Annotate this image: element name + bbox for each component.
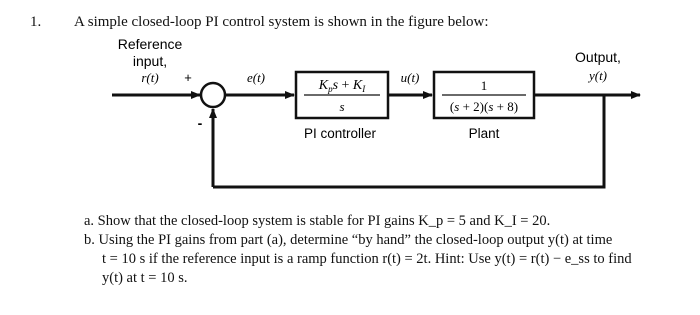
output-label-line1: Output, [575,49,621,65]
reference-signal-label: r(t) [141,70,159,85]
summing-junction [201,83,225,107]
feedback-path [213,95,604,187]
reference-label-line2: input, [132,53,168,69]
part-b-line1: b. Using the PI gains from part (a), determine “by hand” the closed-loop output y(t) at time [84,232,613,248]
output-signal-label: y(t) [588,68,608,83]
controller-numerator: $K_ps + K_I$ [318,78,366,94]
reference-label-line1: Reference [117,36,183,52]
controller-denominator: s [339,99,345,114]
question-parts [84,212,684,288]
error-signal-label: e(t) [246,70,266,85]
part-b-line2: t = 10 s if the reference input is a ramp function r(t) = 2t. Hint: Use y(t) = r(t) − e_ss to find [102,251,632,267]
plant-label: Plant [468,126,500,141]
part-a: a. Show that the closed-loop system is stable for PI gains K_p = 5 and K_I = 20. [84,213,551,229]
controller-label: PI controller [303,126,377,141]
plant-denominator: (s + 2)(s + 8) [449,99,519,114]
question-intro: A simple closed-loop PI control system is shown in the figure below: [74,14,489,30]
control-signal-label: u(t) [400,70,420,85]
plus-sign: + [184,70,192,85]
question-number: 1. [30,14,42,30]
part-b-line3: y(t) at t = 10 s. [102,270,188,286]
minus-sign: - [197,115,203,131]
plant-numerator: 1 [480,78,488,93]
